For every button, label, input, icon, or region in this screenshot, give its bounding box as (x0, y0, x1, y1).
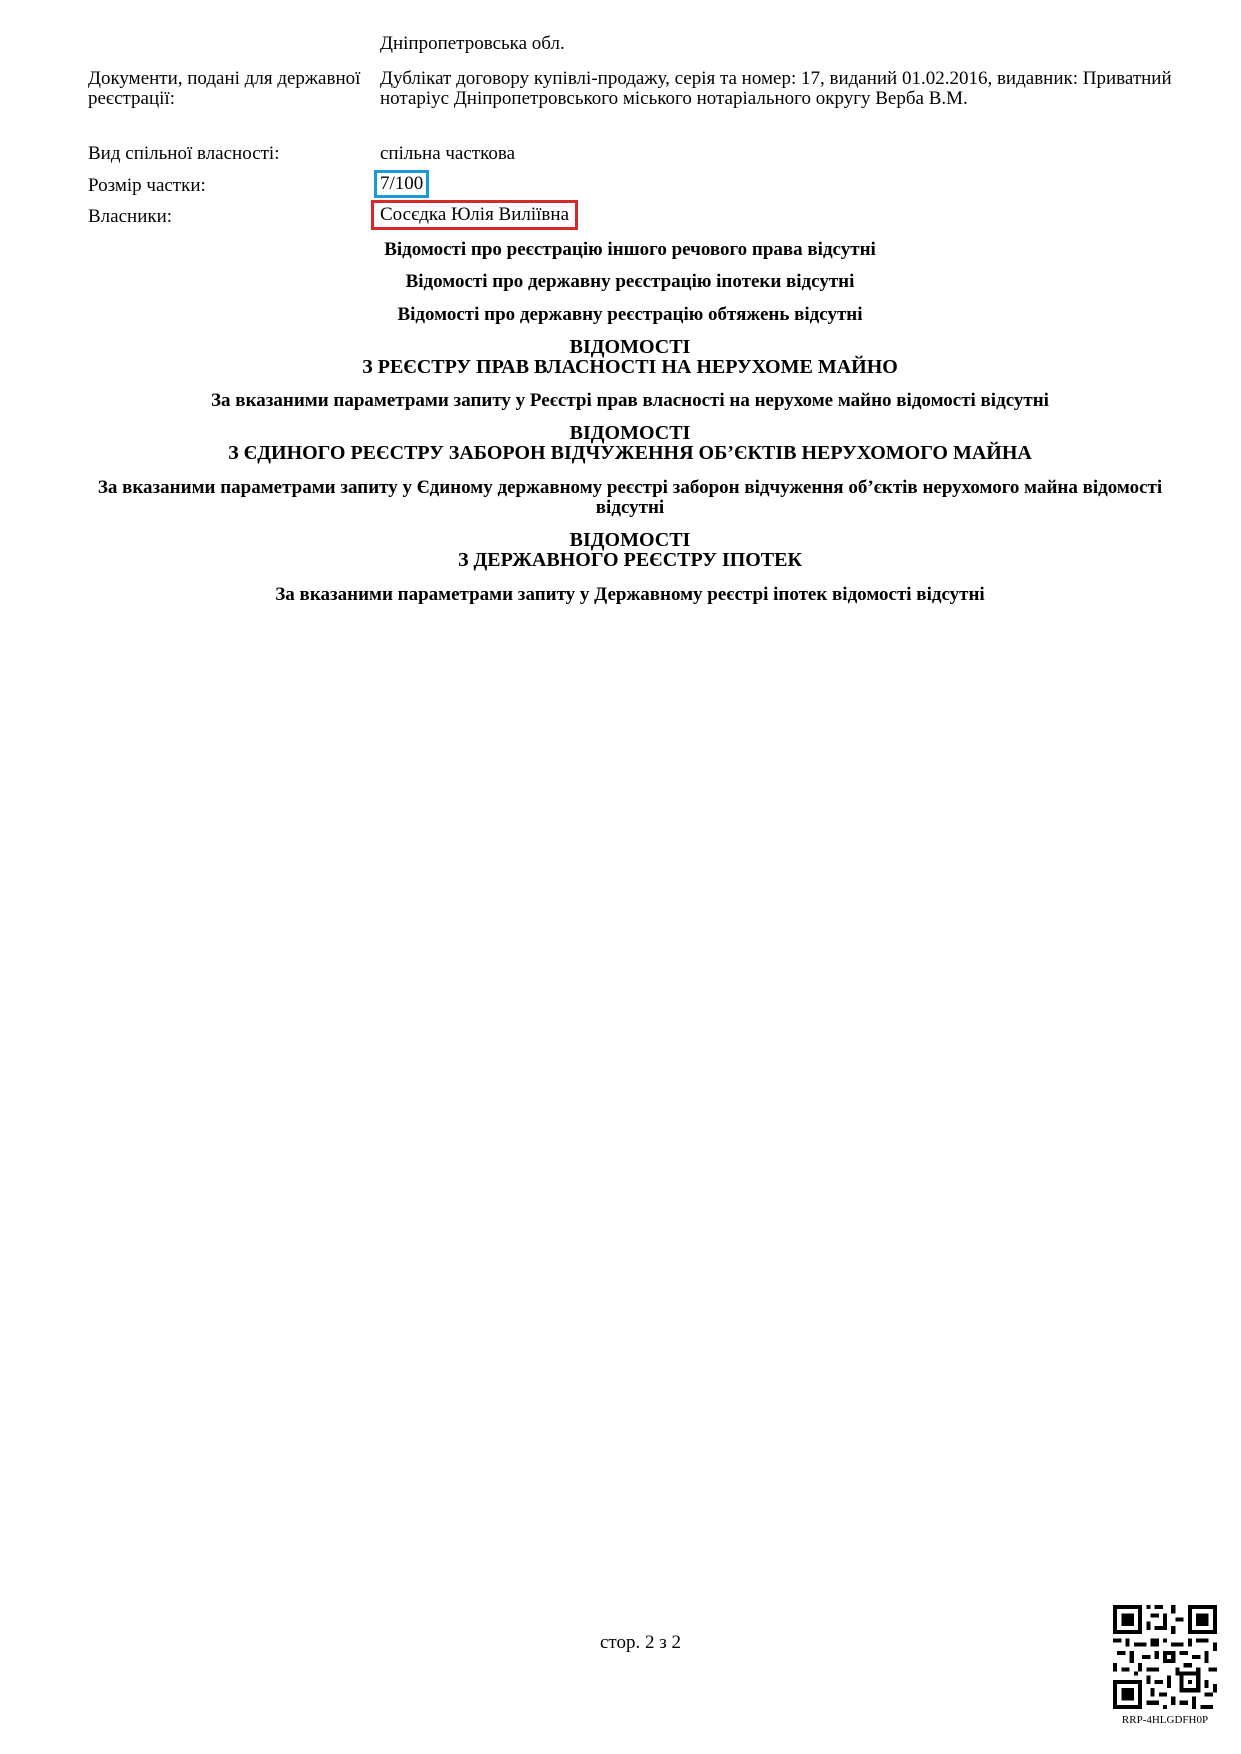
section-title: ВІДОМОСТІ (569, 336, 691, 358)
field-value-box (374, 170, 1234, 198)
section-text: За вказаними параметрами запиту у Державному реєстрі іпотек відомості відсутні (275, 584, 985, 605)
section-subtitle: З ДЕРЖАВНОГО РЕЄСТРУ ІПОТЕК (457, 549, 802, 571)
field-label: Документи, подані для державної реєстрації: (88, 68, 361, 109)
section-subtitle: З РЕЄСТРУ ПРАВ ВЛАСНОСТІ НА НЕРУХОМЕ МАЙНО (362, 356, 898, 378)
qr-code-icon (1113, 1605, 1217, 1709)
section-text: За вказаними параметрами запиту у Реєстрі прав власності на нерухоме майно відомості відсутні (211, 390, 1049, 411)
owner-name: Сосєдка Юлія Виліївна (371, 200, 578, 230)
section-title: ВІДОМОСТІ (569, 529, 691, 551)
section-text: За вказаними параметрами запиту у Єдиному державному реєстрі заборон відчуження об’єктів нерухомого майна відомості відсутні (97, 477, 1163, 518)
share-size-value: 7/100 (374, 170, 429, 198)
field-value-box (371, 200, 1231, 230)
section-subtitle: З ЄДИНОГО РЕЄСТРУ ЗАБОРОН ВІДЧУЖЕННЯ ОБ’ЄКТІВ НЕРУХОМОГО МАЙНА (228, 442, 1032, 464)
notice-encumbrances: Відомості про державну реєстрацію обтяжень відсутні (397, 304, 863, 325)
field-value: Дублікат договору купівлі-продажу, серія та номер: 17, виданий 01.02.2016, видавник: Приватний нотаріус Дніпропетровського міського нотаріального округу Верба В.М. (380, 68, 1172, 109)
field-label: Власники: (88, 206, 173, 227)
page-number: стор. 2 з 2 (600, 1632, 681, 1653)
section-title: ВІДОМОСТІ (569, 422, 691, 444)
field-value: спільна часткова (380, 143, 516, 164)
document-code: RRP-4HLGDFH0P (1121, 1714, 1209, 1726)
region-value: Дніпропетровська обл. (380, 33, 565, 54)
field-label: Вид спільної власності: (88, 143, 280, 164)
notice-mortgage: Відомості про державну реєстрацію іпотеки відсутні (405, 271, 855, 292)
notice-other-rights: Відомості про реєстрацію іншого речового права відсутні (384, 239, 876, 260)
field-label: Розмір частки: (88, 175, 206, 196)
